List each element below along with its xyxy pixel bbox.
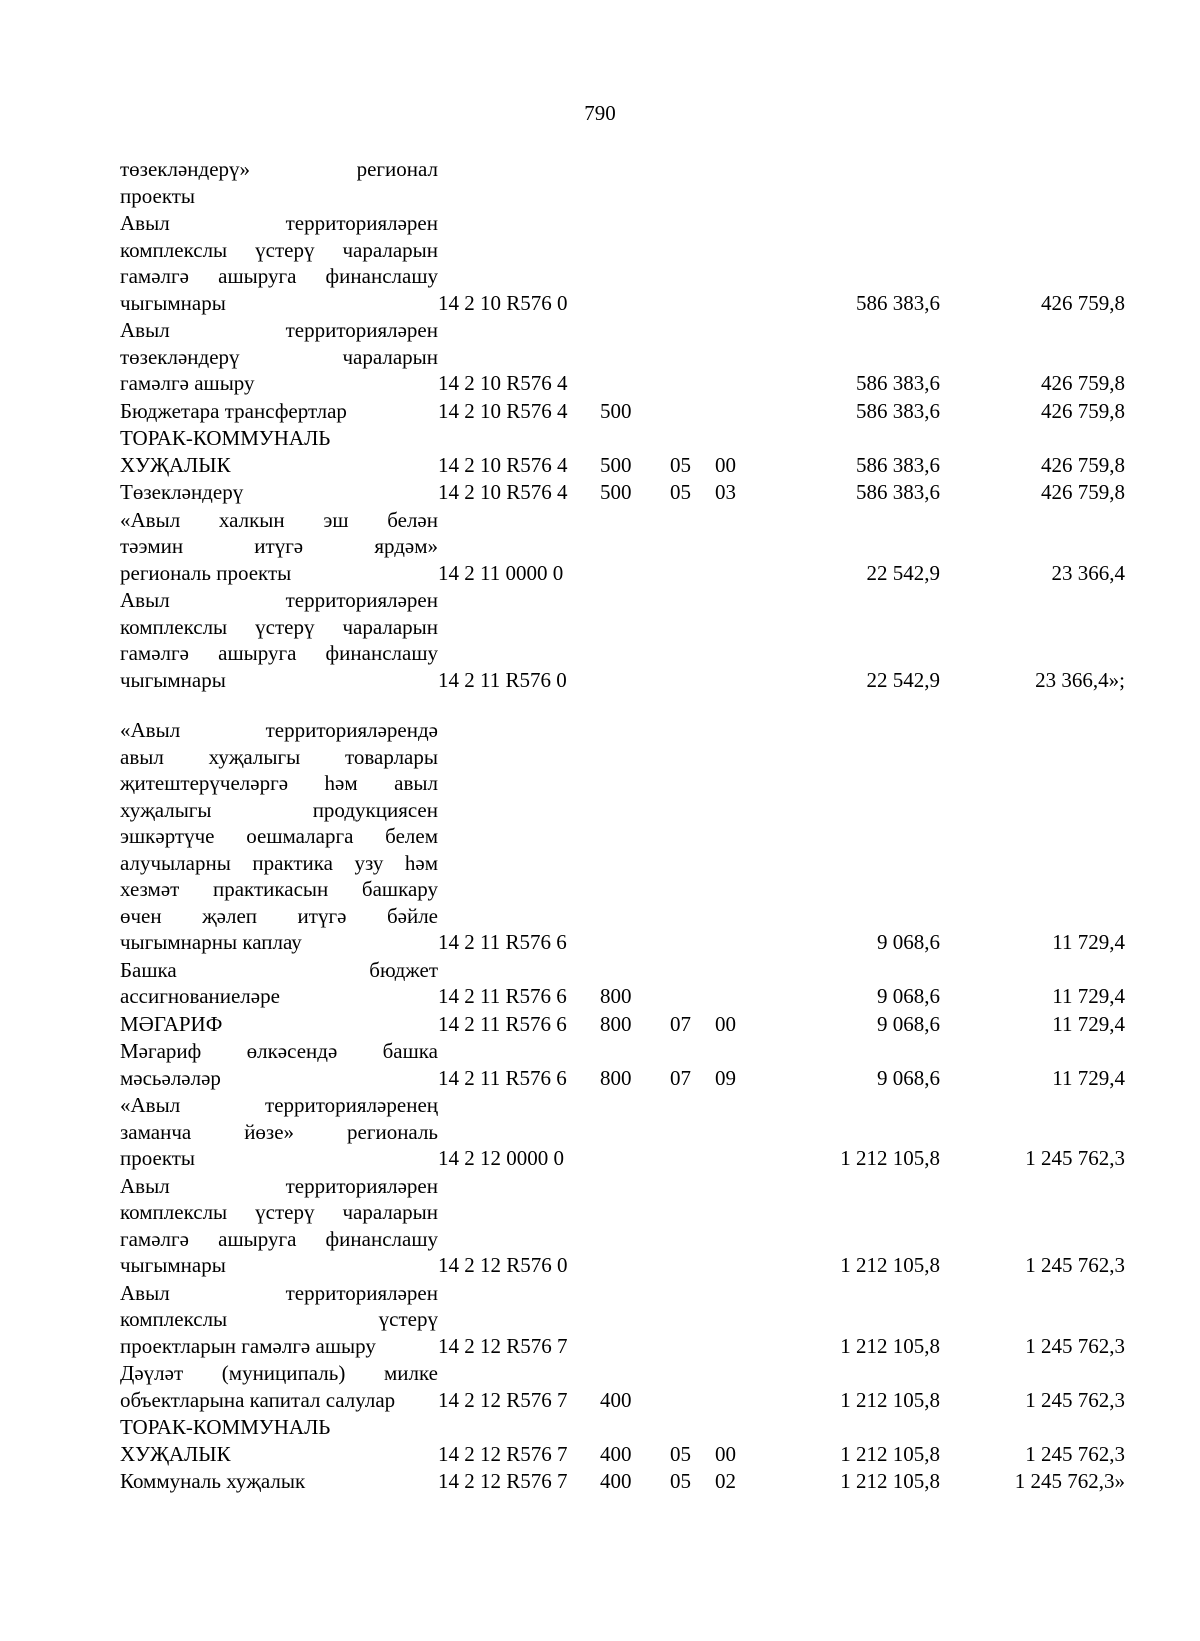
- table-row: [120, 398, 1140, 425]
- row-name: [120, 425, 438, 478]
- row-subsection: 00: [715, 1011, 736, 1036]
- row-value-year-2: 426 759,8: [1041, 480, 1125, 504]
- row-value-year-2: 11 729,4: [1052, 1011, 1125, 1036]
- row-name-line: проекты: [120, 1146, 196, 1170]
- row-expense-type: 500: [600, 480, 632, 504]
- row-code: 14 2 11 R576 6: [438, 1011, 567, 1036]
- row-name: [120, 1414, 438, 1467]
- row-name-line: авыл хуҗалыгы товарлары: [120, 744, 438, 769]
- row-section: 07: [670, 1011, 691, 1036]
- row-name-line: Коммуналь хуҗалык: [120, 1469, 306, 1493]
- row-name: [120, 479, 438, 506]
- row-value-year-2: 426 759,8: [1041, 371, 1125, 395]
- row-name: [120, 507, 438, 587]
- table-row: [120, 317, 1140, 397]
- row-code: 14 2 10 R576 4: [438, 480, 568, 504]
- table-row: [120, 425, 1140, 478]
- budget-table: [120, 156, 1140, 1496]
- row-name-line: ХУҖАЛЫК: [120, 452, 231, 477]
- table-row: [120, 587, 1140, 693]
- row-value-year-1: 1 212 105,8: [840, 1441, 940, 1466]
- row-section: 05: [670, 1469, 691, 1493]
- row-name-line: Авыл территорияләрен: [120, 318, 438, 342]
- row-value-year-1: 9 068,6: [877, 1011, 940, 1036]
- row-value-year-2: 426 759,8: [1041, 398, 1125, 423]
- row-name-line: объектларына капитал салулар: [120, 1387, 396, 1412]
- row-name-line: комплекслы үстерү чараларын: [120, 237, 438, 262]
- row-name: [120, 398, 438, 425]
- row-subsection: 03: [715, 480, 736, 504]
- row-name-line: «Авыл территорияләренең: [120, 1093, 438, 1117]
- row-name-line: заманча йөзе» региональ: [120, 1119, 438, 1144]
- table-row: [120, 1038, 1140, 1091]
- row-name-line: җитештерүчеләргә һәм авыл: [120, 771, 438, 795]
- row-name: [120, 1468, 438, 1495]
- row-value-year-1: 22 542,9: [866, 560, 940, 585]
- row-section: 05: [670, 480, 691, 504]
- row-name: [120, 156, 438, 209]
- table-row: [120, 717, 1140, 956]
- row-value-year-1: 586 383,6: [856, 290, 940, 315]
- table-row: [120, 156, 1140, 209]
- row-expense-type: 400: [600, 1441, 632, 1466]
- row-name-line: Башка бюджет: [120, 957, 438, 982]
- table-row: [120, 1011, 1140, 1038]
- row-name-line: комплекслы үстерү: [120, 1307, 438, 1331]
- row-code: 14 2 10 R576 0: [438, 290, 568, 315]
- row-expense-type: 800: [600, 1065, 632, 1090]
- row-name-line: гамәлгә ашыруга финанслашу: [120, 1226, 438, 1251]
- row-value-year-2: 1 245 762,3: [1025, 1333, 1125, 1358]
- row-name-line: МӘГАРИФ: [120, 1011, 223, 1036]
- row-code: 14 2 12 R576 7: [438, 1441, 568, 1466]
- row-value-year-2: 1 245 762,3»: [1014, 1469, 1125, 1493]
- row-name-line: ассигнованиеләре: [120, 984, 280, 1008]
- page-number: 790: [584, 101, 616, 125]
- row-name-line: гамәлгә ашыруга финанслашу: [120, 641, 438, 665]
- row-code: 14 2 12 R576 0: [438, 1253, 568, 1277]
- row-value-year-2: 426 759,8: [1041, 452, 1125, 477]
- row-name-line: чыгымнары: [120, 1253, 226, 1277]
- row-name: [120, 1092, 438, 1172]
- row-name-line: Мәгариф өлкәсендә башка: [120, 1039, 438, 1063]
- row-name-line: ТОРАК-КОММУНАЛЬ: [120, 1415, 331, 1439]
- row-code: 14 2 11 0000 0: [438, 560, 564, 585]
- row-name: [120, 1173, 438, 1279]
- row-name-line: тәэмин итүгә ярдәм»: [120, 534, 438, 558]
- row-value-year-1: 1 212 105,8: [840, 1387, 940, 1412]
- table-row: [120, 210, 1140, 316]
- row-expense-type: 500: [600, 398, 632, 423]
- row-name-line: проекты: [120, 183, 196, 208]
- table-row: [120, 507, 1140, 587]
- row-value-year-2: 11 729,4: [1052, 1065, 1125, 1090]
- row-code: 14 2 11 R576 6: [438, 930, 567, 954]
- row-name: [120, 587, 438, 693]
- table-row: [120, 1414, 1140, 1467]
- row-code: 14 2 12 R576 7: [438, 1387, 568, 1412]
- row-name-line: Төзекләндерү: [120, 480, 244, 504]
- row-name: [120, 1038, 438, 1091]
- row-name-line: Авыл территорияләрен: [120, 588, 438, 612]
- row-name-line: эшкәртүче оешмаларга белем: [120, 824, 438, 848]
- row-value-year-1: 1 212 105,8: [840, 1253, 940, 1277]
- row-section: 05: [670, 452, 691, 477]
- row-value-year-2: 11 729,4: [1052, 984, 1125, 1008]
- row-code: 14 2 12 R576 7: [438, 1469, 568, 1493]
- row-name-line: комплекслы үстерү чараларын: [120, 614, 438, 639]
- row-name-line: гамәлгә ашыруга финанслашу: [120, 264, 438, 288]
- row-name-line: өчен җәлеп итүгә бәйле: [120, 903, 438, 928]
- row-code: 14 2 12 0000 0: [438, 1146, 564, 1170]
- row-name: [120, 957, 438, 1010]
- row-name-line: хезмәт практикасын башкару: [120, 877, 438, 901]
- row-name-line: Авыл территорияләрен: [120, 211, 438, 235]
- table-row: [120, 1173, 1140, 1279]
- row-code: 14 2 11 R576 6: [438, 984, 567, 1008]
- row-name-line: Дәүләт (муниципаль) милке: [120, 1361, 438, 1385]
- row-value-year-1: 586 383,6: [856, 371, 940, 395]
- row-name-line: чыгымнарны каплау: [120, 930, 302, 954]
- row-value-year-1: 586 383,6: [856, 398, 940, 423]
- table-row: [120, 1092, 1140, 1172]
- row-subsection: 09: [715, 1065, 736, 1090]
- row-value-year-2: 11 729,4: [1052, 930, 1125, 954]
- row-subsection: 00: [715, 452, 736, 477]
- row-name-line: региональ проекты: [120, 560, 292, 585]
- table-row: [120, 1360, 1140, 1413]
- row-section: 07: [670, 1065, 691, 1090]
- row-name-line: Бюджетара трансфертлар: [120, 398, 347, 423]
- table-row: [120, 957, 1140, 1010]
- row-name-line: комплекслы үстерү чараларын: [120, 1200, 438, 1224]
- row-name-line: төзекләндерү чараларын: [120, 344, 438, 369]
- row-expense-type: 800: [600, 984, 632, 1008]
- row-name-line: гамәлгә ашыру: [120, 371, 255, 395]
- row-subsection: 02: [715, 1469, 736, 1493]
- table-row: [120, 1280, 1140, 1360]
- table-row: [120, 1468, 1140, 1495]
- row-name-line: «Авыл халкын эш белән: [120, 507, 438, 532]
- row-value-year-1: 586 383,6: [856, 452, 940, 477]
- row-section: 05: [670, 1441, 691, 1466]
- row-value-year-2: 23 366,4: [1051, 560, 1125, 585]
- row-value-year-1: 1 212 105,8: [840, 1146, 940, 1170]
- row-value-year-1: 9 068,6: [877, 930, 940, 954]
- row-value-year-1: 1 212 105,8: [840, 1469, 940, 1493]
- row-code: 14 2 10 R576 4: [438, 452, 568, 477]
- row-name-line: ХУҖАЛЫК: [120, 1441, 231, 1466]
- row-name: [120, 1280, 438, 1360]
- row-value-year-2: 1 245 762,3: [1025, 1387, 1125, 1412]
- row-name-line: чыгымнары: [120, 290, 226, 315]
- row-subsection: 00: [715, 1441, 736, 1466]
- row-name-line: хуҗалыгы продукциясен: [120, 797, 438, 822]
- row-name: [120, 1011, 438, 1038]
- row-name-line: ТОРАК-КОММУНАЛЬ: [120, 426, 331, 450]
- row-code: 14 2 11 R576 6: [438, 1065, 567, 1090]
- row-name: [120, 317, 438, 397]
- row-name-line: проектларын гамәлгә ашыру: [120, 1333, 376, 1358]
- row-name-line: чыгымнары: [120, 667, 226, 692]
- row-value-year-1: 9 068,6: [877, 1065, 940, 1090]
- row-name: [120, 210, 438, 316]
- row-value-year-2: 1 245 762,3: [1025, 1146, 1125, 1170]
- row-value-year-2: 23 366,4»;: [1035, 667, 1125, 692]
- row-code: 14 2 12 R576 7: [438, 1333, 568, 1358]
- row-name-line: алучыларны практика узу һәм: [120, 850, 438, 875]
- row-expense-type: 400: [600, 1469, 632, 1493]
- row-value-year-1: 1 212 105,8: [840, 1333, 940, 1358]
- row-value-year-1: 22 542,9: [866, 667, 940, 692]
- row-value-year-1: 586 383,6: [856, 480, 940, 504]
- row-code: 14 2 11 R576 0: [438, 667, 567, 692]
- row-name-line: төзекләндерү» регионал: [120, 157, 438, 181]
- row-name-line: «Авыл территорияләрендә: [120, 718, 438, 742]
- row-value-year-2: 426 759,8: [1041, 290, 1125, 315]
- row-expense-type: 500: [600, 452, 632, 477]
- row-name: [120, 1360, 438, 1413]
- row-value-year-2: 1 245 762,3: [1025, 1441, 1125, 1466]
- row-name-line: Авыл территорияләрен: [120, 1280, 438, 1305]
- row-code: 14 2 10 R576 4: [438, 371, 568, 395]
- row-expense-type: 400: [600, 1387, 632, 1412]
- row-name-line: Авыл территорияләрен: [120, 1173, 438, 1198]
- row-expense-type: 800: [600, 1011, 632, 1036]
- row-name: [120, 717, 438, 956]
- table-row: [120, 479, 1140, 506]
- row-code: 14 2 10 R576 4: [438, 398, 568, 423]
- row-name-line: мәсьәләләр: [120, 1065, 221, 1090]
- row-value-year-1: 9 068,6: [877, 984, 940, 1008]
- row-value-year-2: 1 245 762,3: [1025, 1253, 1125, 1277]
